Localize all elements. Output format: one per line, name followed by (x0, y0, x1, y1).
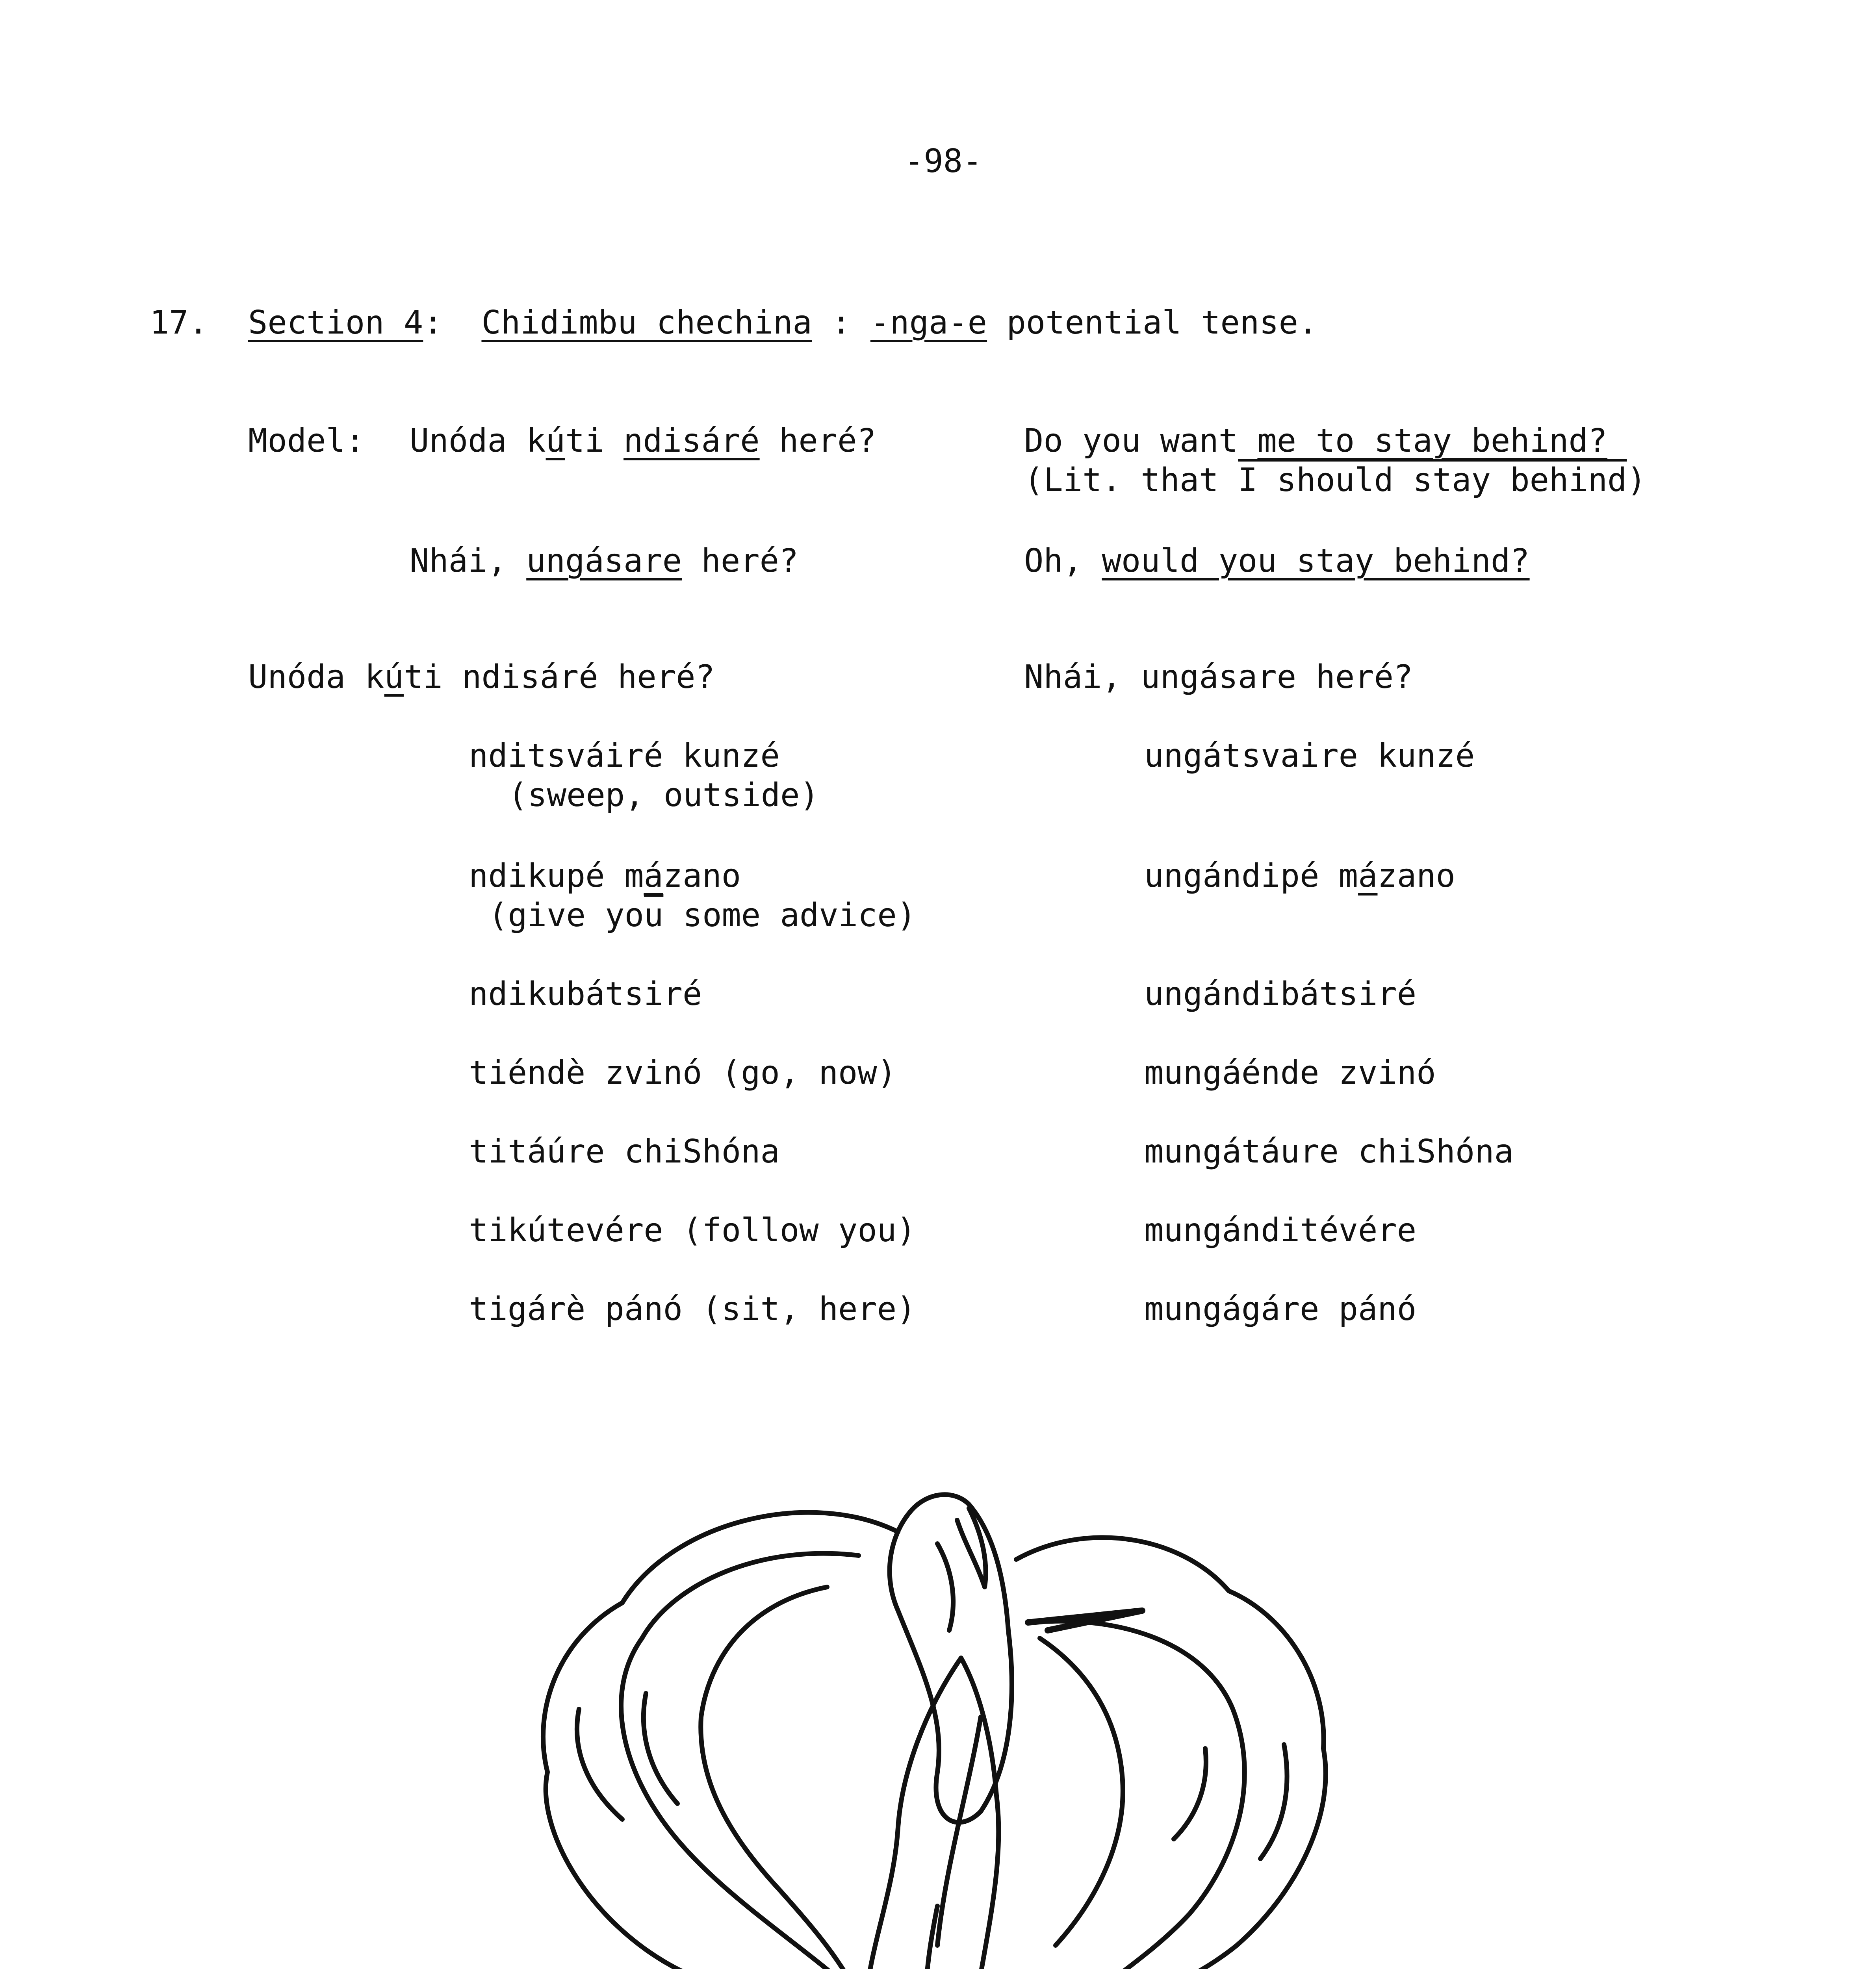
model-answer-english (1024, 541, 1530, 581)
resp-2-post: zano (1377, 857, 1455, 895)
model-question-english (1024, 421, 1607, 461)
model-answer (410, 541, 798, 581)
model-q-en-u: me to stay behind? (1257, 422, 1608, 460)
gloss-2-ol: $\overline{u}$ (644, 897, 664, 934)
section-colon: : (423, 304, 443, 341)
title-separator: : (831, 304, 851, 341)
drill-gloss-2 (488, 896, 916, 935)
drill-frame-pre: Unóda k (248, 658, 384, 696)
page-number: -98- (904, 143, 982, 180)
model-a-pre: Nhái, (410, 542, 527, 580)
lit-post: ) (1627, 462, 1646, 499)
model-literal (1024, 461, 1646, 500)
lily-flower-illustration (504, 1473, 1371, 1969)
model-q-verb: ndisáré (623, 422, 760, 460)
model-label: Model: (248, 422, 365, 460)
drill-response-5: mungátáure chiShóna (1144, 1133, 1514, 1170)
drill-response-6: mungánditévére (1144, 1212, 1417, 1249)
drill-gloss-1: (sweep, outside) (508, 777, 819, 814)
tense-name: potential tense. (1006, 304, 1318, 341)
drill-cue-4: tiéndè zvinó (go, now) (469, 1054, 897, 1092)
drill-response-1: ungátsvaire kunzé (1144, 737, 1475, 775)
drill-cue-5: titáúre chiShóna (469, 1133, 780, 1170)
drill-frame-left (248, 658, 715, 697)
model-q-ti: ti (565, 422, 624, 460)
exercise-heading (248, 303, 1317, 343)
drill-cue-3: ndikubátsiré (469, 975, 702, 1013)
drill-frame-post: ti ndisáré heré? (403, 658, 715, 696)
section-label: Section 4 (248, 304, 423, 341)
drill-frame-u: ú (384, 658, 404, 696)
resp-2-u: á (1358, 857, 1378, 895)
model-a-verb: ungásare (526, 542, 682, 580)
cue-2-pre: ndikupé m (469, 857, 644, 895)
model-q-post: heré? (759, 422, 876, 460)
lit-pre: (Lit. that (1024, 462, 1238, 499)
drill-response-3: ungándibátsiré (1144, 975, 1417, 1013)
model-q-u: ú (546, 422, 565, 460)
drill-cue-6: tikútevére (follow you) (469, 1212, 916, 1249)
gloss-2-pre: (give yo (488, 897, 644, 934)
cue-2-u: á (644, 857, 663, 895)
model-a-en-pre: Oh, (1024, 542, 1102, 580)
drill-response-4: mungáénde zvinó (1144, 1054, 1436, 1092)
model-q-pre: Unóda k (410, 422, 546, 460)
exercise-number: 17. (150, 304, 208, 341)
gloss-2-post: some advice) (663, 897, 917, 934)
cue-2-post: zano (663, 857, 741, 895)
model-question (410, 421, 876, 461)
model-a-en-u: would you stay behind? (1102, 542, 1530, 580)
drill-cue-1: nditsváiré kunzé (469, 737, 780, 775)
resp-2-pre: ungándipé m (1144, 857, 1358, 895)
drill-response-7: mungágáre pánó (1144, 1290, 1417, 1328)
tense-suffix: -nga-e (870, 304, 987, 341)
drill-cue-2 (469, 857, 741, 896)
model-q-en-pre: Do you want (1024, 422, 1258, 460)
drill-frame-right: Nhái, ungásare heré? (1024, 658, 1413, 696)
model-a-post: heré? (682, 542, 799, 580)
drill-cue-7: tigárè pánó (sit, here) (469, 1290, 916, 1328)
lit-overline: I should stay behind (1238, 462, 1627, 499)
drill-response-2 (1144, 857, 1455, 896)
section-title: Chidimbu chechina (481, 304, 812, 341)
